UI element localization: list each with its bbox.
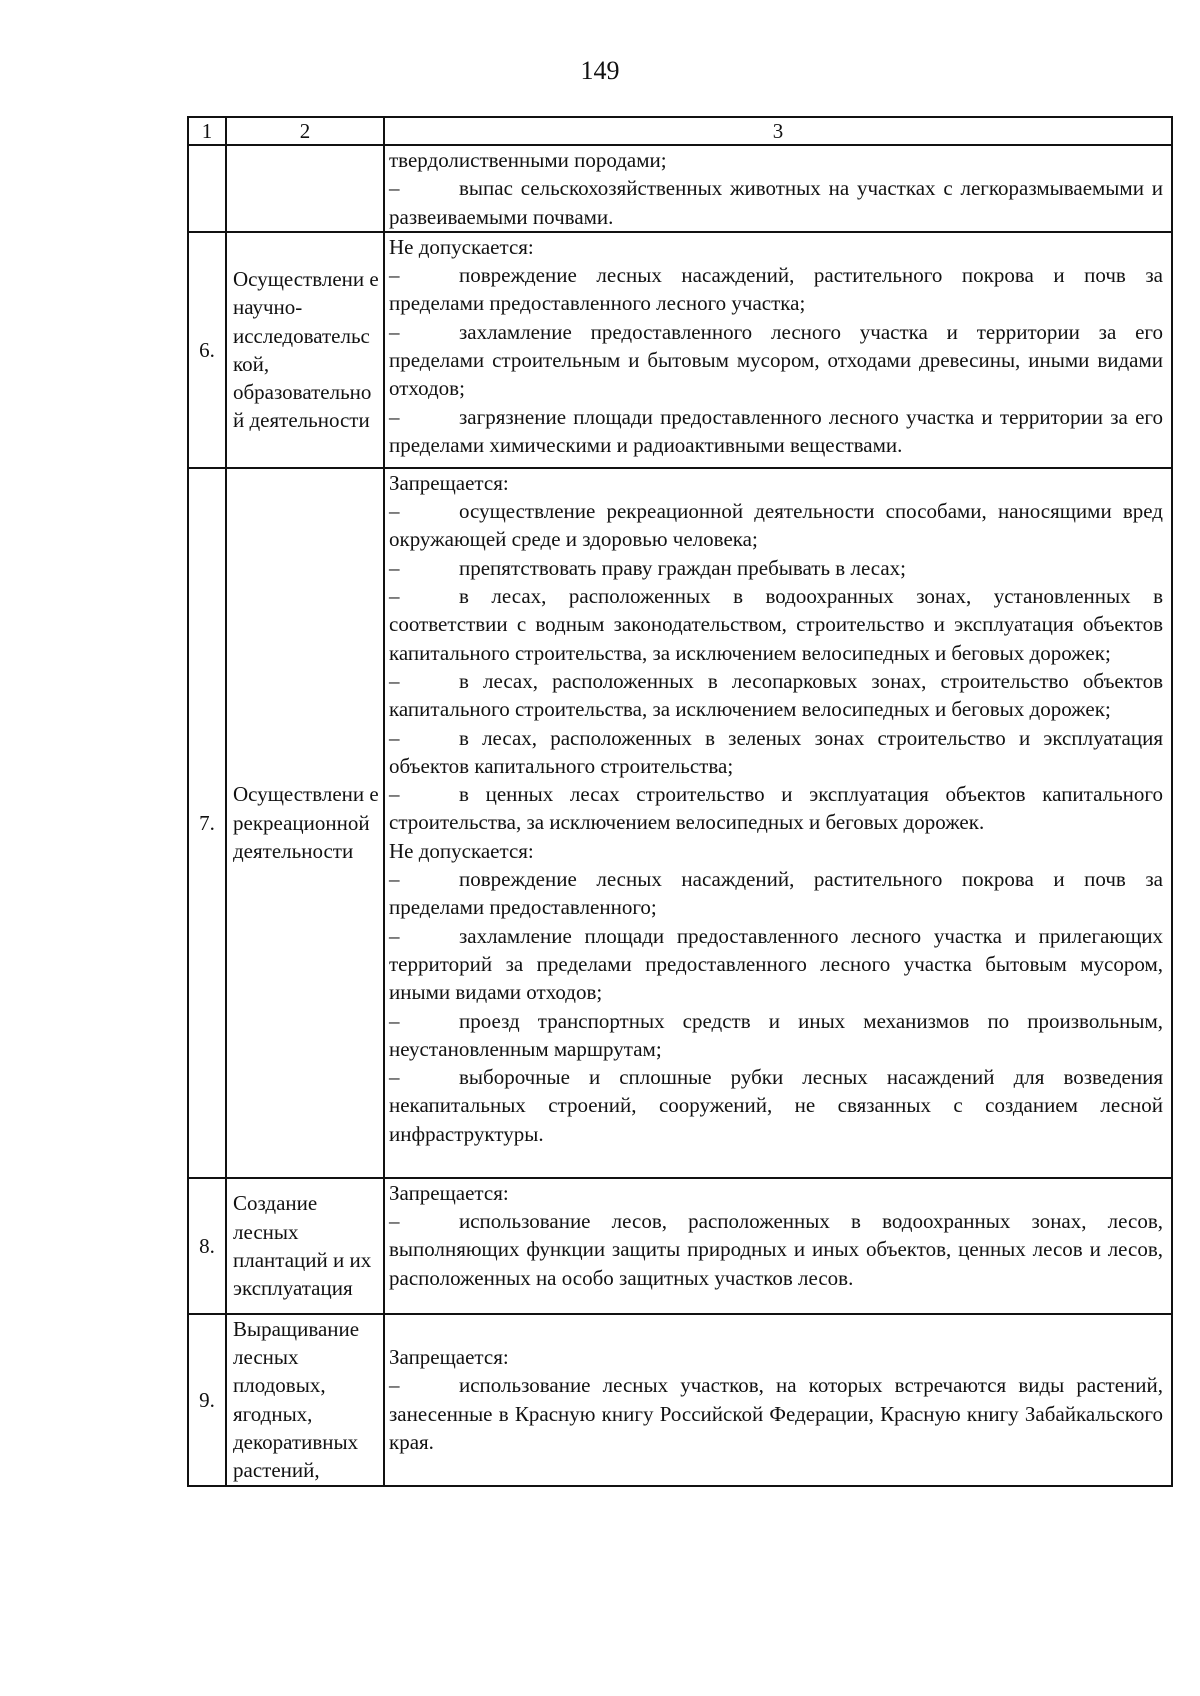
restriction-item: – загрязнение площади предоставленного лесного участка и территории за его пределами химическими и радиоактивными веществами. — [389, 404, 1163, 457]
restriction-item: – проезд транспортных средств и иных механизмов по произвольным, неустановленным маршрутам; — [389, 1008, 1163, 1061]
restriction-heading: Не допускается: — [389, 838, 534, 863]
header-col-2: 2 — [226, 117, 384, 145]
restriction-item: – повреждение лесных насаждений, растительного покрова и почв за пределами предоставленного лесного участка; — [389, 263, 1163, 316]
restriction-item: – использование лесных участков, на которых встречаются виды растений, занесенные в Красную книгу Российской Федерации, Красную книгу Забайкальского края. — [389, 1373, 1163, 1455]
restriction-item: – захламление предоставленного лесного участка и территории за его пределами строительным и бытовым мусором, отходами древесины, иными видами отходов; — [389, 319, 1163, 401]
row-number: 7. — [188, 468, 226, 1178]
activity-name: Выращивание лесных плодовых, ягодных, декоративных растений, — [226, 1314, 384, 1486]
restriction-item: – в ценных лесах строительство и эксплуатация объектов капитального строительства, за исключением велосипедных и беговых дорожек. — [389, 782, 1163, 835]
restriction-text: твердолиственными породами; — [389, 148, 667, 172]
header-col-3: 3 — [384, 117, 1172, 145]
restriction-heading: Запрещается: — [389, 470, 509, 495]
activity-name: Создание лесных плантаций и их эксплуатация — [226, 1178, 384, 1314]
activity-name — [226, 145, 384, 232]
row-number: 9. — [188, 1314, 226, 1486]
restriction-heading: Запрещается: — [389, 1345, 509, 1370]
table-row-7 — [188, 468, 1172, 1178]
restrictions-table — [187, 116, 1173, 1487]
row-number: 8. — [188, 1178, 226, 1314]
restriction-item: – осуществление рекреационной деятельности способами, наносящими вред окружающей среде и здоровью человека; — [389, 499, 1163, 552]
restrictions-cell — [384, 468, 1172, 1178]
row-number: 6. — [188, 232, 226, 468]
table-row-continuation — [188, 145, 1172, 232]
restriction-item: – в лесах, расположенных в зеленых зонах строительство и эксплуатация объектов капитального строительства; — [389, 725, 1163, 778]
restriction-item: – использование лесов, расположенных в водоохранных зонах, лесов, выполняющих функции защиты природных и иных объектов, ценных лесов и лесов, расположенных на особо защитных участков лесов. — [389, 1209, 1163, 1290]
restriction-item: – в лесах, расположенных в лесопарковых зонах, строительство объектов капитального строительства, за исключением велосипедных и беговых дорожек; — [389, 668, 1163, 722]
restrictions-cell — [384, 145, 1172, 232]
restriction-heading: Запрещается: — [389, 1180, 509, 1205]
header-col-1: 1 — [188, 117, 226, 145]
restriction-item: – препятствовать праву граждан пребывать в лесах; — [389, 555, 907, 580]
page-number: 149 — [580, 56, 620, 85]
restrictions-cell — [384, 1178, 1172, 1314]
restriction-item: – захламление площади предоставленного лесного участка и прилегающих территорий за пределами предоставленного лесного участка бытовым мусором, иными видами отходов; — [389, 923, 1163, 1005]
activity-name: Осуществлени е научно-исследовательс кой, образовательно й деятельности — [226, 232, 384, 468]
restrictions-cell — [384, 1314, 1172, 1486]
table-row-6 — [188, 232, 1172, 468]
table-row-9 — [188, 1314, 1172, 1486]
restriction-heading: Не допускается: — [389, 234, 534, 259]
restriction-item: – выпас сельскохозяйственных животных на участках с легкоразмываемыми и развеиваемыми почвами. — [389, 176, 1163, 229]
restriction-item: – выборочные и сплошные рубки лесных насаждений для возведения некапитальных строений, сооружений, не связанных с созданием лесной инфраструктуры. — [389, 1065, 1163, 1146]
restriction-item: – в лесах, расположенных в водоохранных зонах, установленных в соответствии с водным законодательством, строительство и эксплуатация объектов капитального строительства, за исключением велосипедных и беговых дорожек; — [389, 584, 1163, 665]
activity-name: Осуществлени е рекреационной деятельности — [226, 468, 384, 1178]
row-number — [188, 145, 226, 232]
restrictions-cell — [384, 232, 1172, 468]
restriction-item: – повреждение лесных насаждений, растительного покрова и почв за пределами предоставленного; — [389, 867, 1163, 920]
table-header-row — [188, 117, 1172, 145]
table-row-8 — [188, 1178, 1172, 1314]
